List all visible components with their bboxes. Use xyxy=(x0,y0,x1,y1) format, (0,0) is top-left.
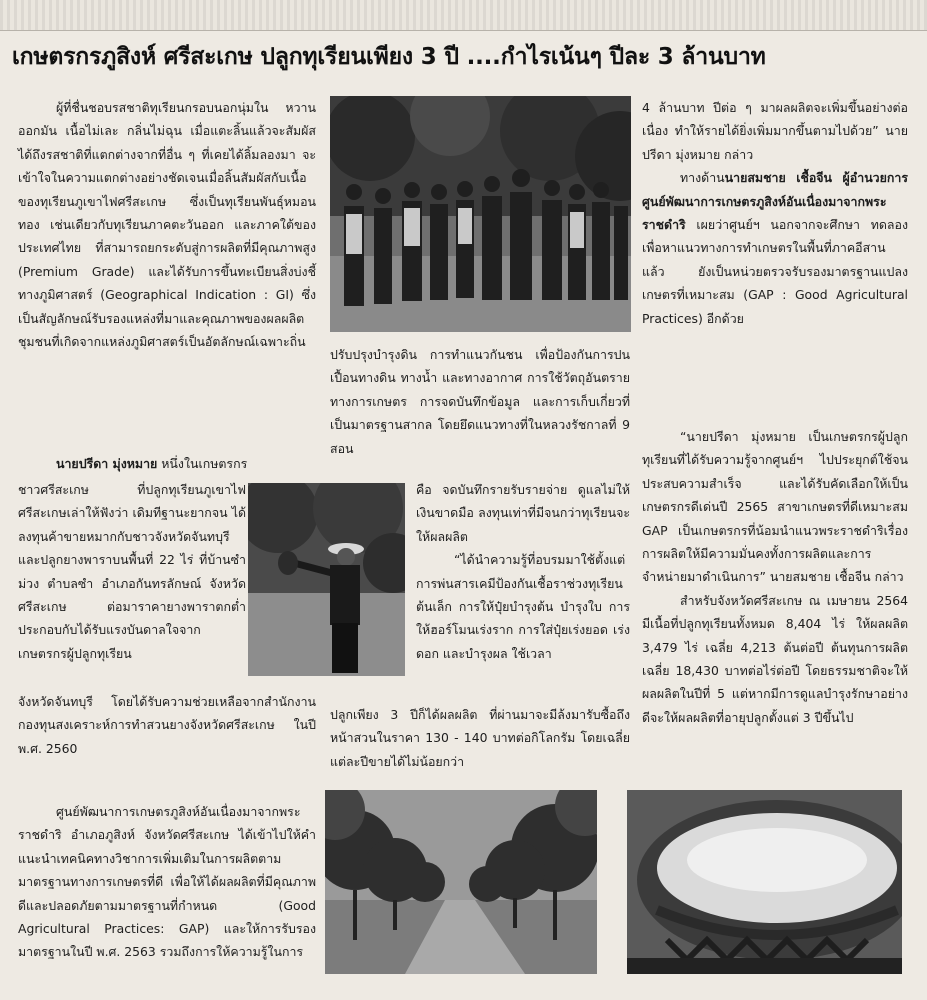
col2-paragraph-1: ปรับปรุงบำรุงดิน การทำแนวกันชน เพื่อป้องกันการปนเปื้อนทางดิน ทางน้ำ และทางอากาศ การใช้วัตถุอันตรายทางการเกษตร การจดบันทึกข้อมูล และการเก็บเกี่ยวที่เป็นมาตรฐานสากล โดยยึดแนวทางที่ในหลวงรัชกาลที่ 9 สอน xyxy=(330,347,630,456)
col3-paragraph-3: “นายปรีดา มุ่งหมาย เป็นเกษตรกรผู้ปลูกทุเรียนที่ได้รับความรู้จากศูนย์ฯ ไปประยุกต์ใช้จนประสบความสำเร็จ และได้รับคัดเลือกให้เป็นเกษตรกรดีเด่นปี 2565 สาขาเกษตรที่ดีเหมาะสม GAP เป็นเกษตรกรที่น้อมนำแนวพระราชดำริเรื่องการผลิตให้มีความมั่นคงทั้งการผลิตและการจำหน่ายมาดำเนินการ” นายสมชาย เชื้อจีน กล่าว xyxy=(642,429,908,585)
headline: เกษตรกรภูสิงห์ ศรีสะเกษ ปลูกทุเรียนเพียง 3 ปี ....กำไรเน้นๆ ปีละ 3 ล้านบาท xyxy=(12,44,766,70)
col2-paragraph-1-narrow: คือ จดบันทึกรายรับรายจ่าย ดูแลไม่ให้เงินขาดมือ ลงทุนเท่าที่มีจนกว่าทุเรียนจะให้ผลผลิต xyxy=(416,482,630,544)
column-2-narrow xyxy=(416,478,630,665)
column-1-quote-line xyxy=(18,452,316,475)
col3-paragraph-2: ทางด้านนายสมชาย เชื้อจีน ผู้อำนวยการศูนย์พัฒนาการเกษตรภูสิงห์อันเนื่องมาจากพระราชดำริ เผยว่าศูนย์ฯ นอกจากจะศึกษา ทดลอง เพื่อหาแนวทางการทำเกษตรในพื้นที่ภาคอีสานแล้ว ยังเป็นหน่วยตรวจรับรองมาตรฐานแปลงเกษตรที่เหมาะสม (GAP : Good Agricultural Practices) อีกด้วย xyxy=(642,170,908,326)
col2-paragraph-2: “ได้นำความรู้ที่อบรมมาใช้ตั้งแต่การพ่นสารเคมีป้องกันเชื้อราช่วงทุเรียนต้นเล็ก การให้ปุ๋ยบำรุงต้น บำรุงใบ การให้ฮอร์โมนเร่งราก การใส่ปุ๋ยเร่งยอด เร่งดอก และบำรุงผล ใช้เวลา xyxy=(416,552,630,661)
column-2-top xyxy=(330,343,630,460)
column-2-bottom xyxy=(330,703,630,773)
column-1-mid xyxy=(18,690,316,760)
column-1-narrow xyxy=(18,478,246,665)
col2-paragraph-2-rest: ปลูกเพียง 3 ปีก็ได้ผลผลิต ที่ผ่านมาจะมีล้งมารับซื้อถึงหน้าสวนในราคา 130 - 140 บาทต่อกิโลกรัม โดยเฉลี่ยแต่ละปีขายได้ไม่น้อยกว่า xyxy=(330,707,630,769)
column-1-bottom xyxy=(18,800,316,964)
column-1-top xyxy=(18,96,316,353)
group-photo xyxy=(330,96,631,332)
col3-paragraph-4: สำหรับจังหวัดศรีสะเกษ ณ เมษายน 2564 มีเนื้อที่ปลูกทุเรียนทั้งหมด 8,404 ไร่ ให้ผลผลิต 3,479 ไร่ เฉลี่ย 4,213 ต้นต่อปี ต้นทุนการผลิตเฉลี่ย 18,430 บาทต่อไร่ต่อปี โดยธรรมชาติจะให้ผลผลิตในปีที่ 5 แต่หากมีการดูแลบำรุงรักษาอย่างดีจะให้ผลผลิตที่อายุปลูกตั้งแต่ 3 ปีขึ้นไป xyxy=(642,592,908,725)
orchard-photo xyxy=(325,790,597,974)
column-3-top xyxy=(642,96,908,330)
col1-paragraph-1: ผู้ที่ชื่นชอบรสชาติทุเรียนกรอบนอกนุ่มใน หวานออกมัน เนื้อไม่เละ กลิ่นไม่ฉุน เมื่อแตะลิ้นแล้วจะสัมผัสได้ถึงรสชาติที่แตกต่างจากที่อื่น ๆ ที่เคยได้ลิ้มลองมา จะเข้าใจในความแตกต่างอย่างชัดเจนเมื่อลิ้นสัมผัสกับเนื้อของทุเรียนภูเขาไฟศรีสะเกษ ซึ่งเป็นทุเรียนพันธุ์หมอนทอง เช่นเดียวกับทุเรียนภาคตะวันออก และภาคใต้ของประเทศไทย ที่สามารถยกระดับสู่การผลิตที่มีคุณภาพสูง (Premium Grade) และได้รับการขึ้นทะเบียนสิ่งบ่งชี้ทางภูมิศาสตร์ (Geographical Indication : GI) ซึ่งเป็นสัญลักษณ์รับรองแหล่งที่มาและคุณภาพของผลผลิตชุมชนที่เกิดจากแหล่งภูมิศาสตร์เป็นอัตลักษณ์เฉพาะถิ่น xyxy=(18,100,316,350)
col1-paragraph-2-narrow: ชาวศรีสะเกษ ที่ปลูกทุเรียนภูเขาไฟศรีสะเกษเล่าให้ฟังว่า เดิมทีฐานะยากจน ได้ลงทุนค้าขายหมากกับชาวจังหวัดจันทบุรี และปลูกยางพาราบนพื้นที่ 22 ไร่ ที่บ้านซำม่วง ตำบลซำ อำเภอกันทรลักษณ์ จังหวัดศรีสะเกษ ต่อมาราคายางพาราตกต่ำประกอบกับได้รับแรงบันดาลใจจากเกษตรกรผู้ปลูกทุเรียน xyxy=(18,482,246,661)
name-somchai: นายสมชาย เชื้อจีน ผู้อำนวยการศูนย์พัฒนาการเกษตรภูสิงห์อันเนื่องมาจากพระราชดำริ xyxy=(642,170,908,233)
col3-paragraph-1: 4 ล้านบาท ปีต่อ ๆ มาผลผลิตจะเพิ่มขึ้นอย่างต่อเนื่อง ทำให้รายได้ยิ่งเพิ่มมากขึ้นตามไปด้วย” นายปรีดา มุ่งหมาย กล่าว xyxy=(642,100,908,162)
farmer-photo xyxy=(248,483,405,676)
previous-page-bleed xyxy=(0,0,927,30)
name-preeda: นายปรีดา มุ่งหมาย xyxy=(56,456,158,471)
column-3-bottom xyxy=(642,425,908,729)
durian-fruit-photo xyxy=(627,790,902,974)
col1-paragraph-2-rest: จังหวัดจันทบุรี โดยได้รับความช่วยเหลือจากสำนักงานกองทุนสงเคราะห์การทำสวนยางจังหวัดศรีสะเกษ ในปี พ.ศ. 2560 xyxy=(18,694,316,756)
col1-paragraph-3: ศูนย์พัฒนาการเกษตรภูสิงห์อันเนื่องมาจากพระราชดำริ อำเภอภูสิงห์ จังหวัดศรีสะเกษ ได้เข้าไปให้คำแนะนำเทคนิคทางวิชาการเพิ่มเติมในการผลิตตามมาตรฐานทางการเกษตรที่ดี เพื่อให้ได้ผลผลิตที่มีคุณภาพดีและปลอดภัยตามมาตรฐานที่กำหนด (Good Agricultural Practices: GAP) และให้การรับรองมาตรฐานในปี พ.ศ. 2563 รวมถึงการให้ความรู้ในการ xyxy=(18,804,316,960)
top-rule xyxy=(0,30,927,31)
col1-paragraph-2-lead: นายปรีดา มุ่งหมาย หนึ่งในเกษตรกร xyxy=(56,456,248,471)
